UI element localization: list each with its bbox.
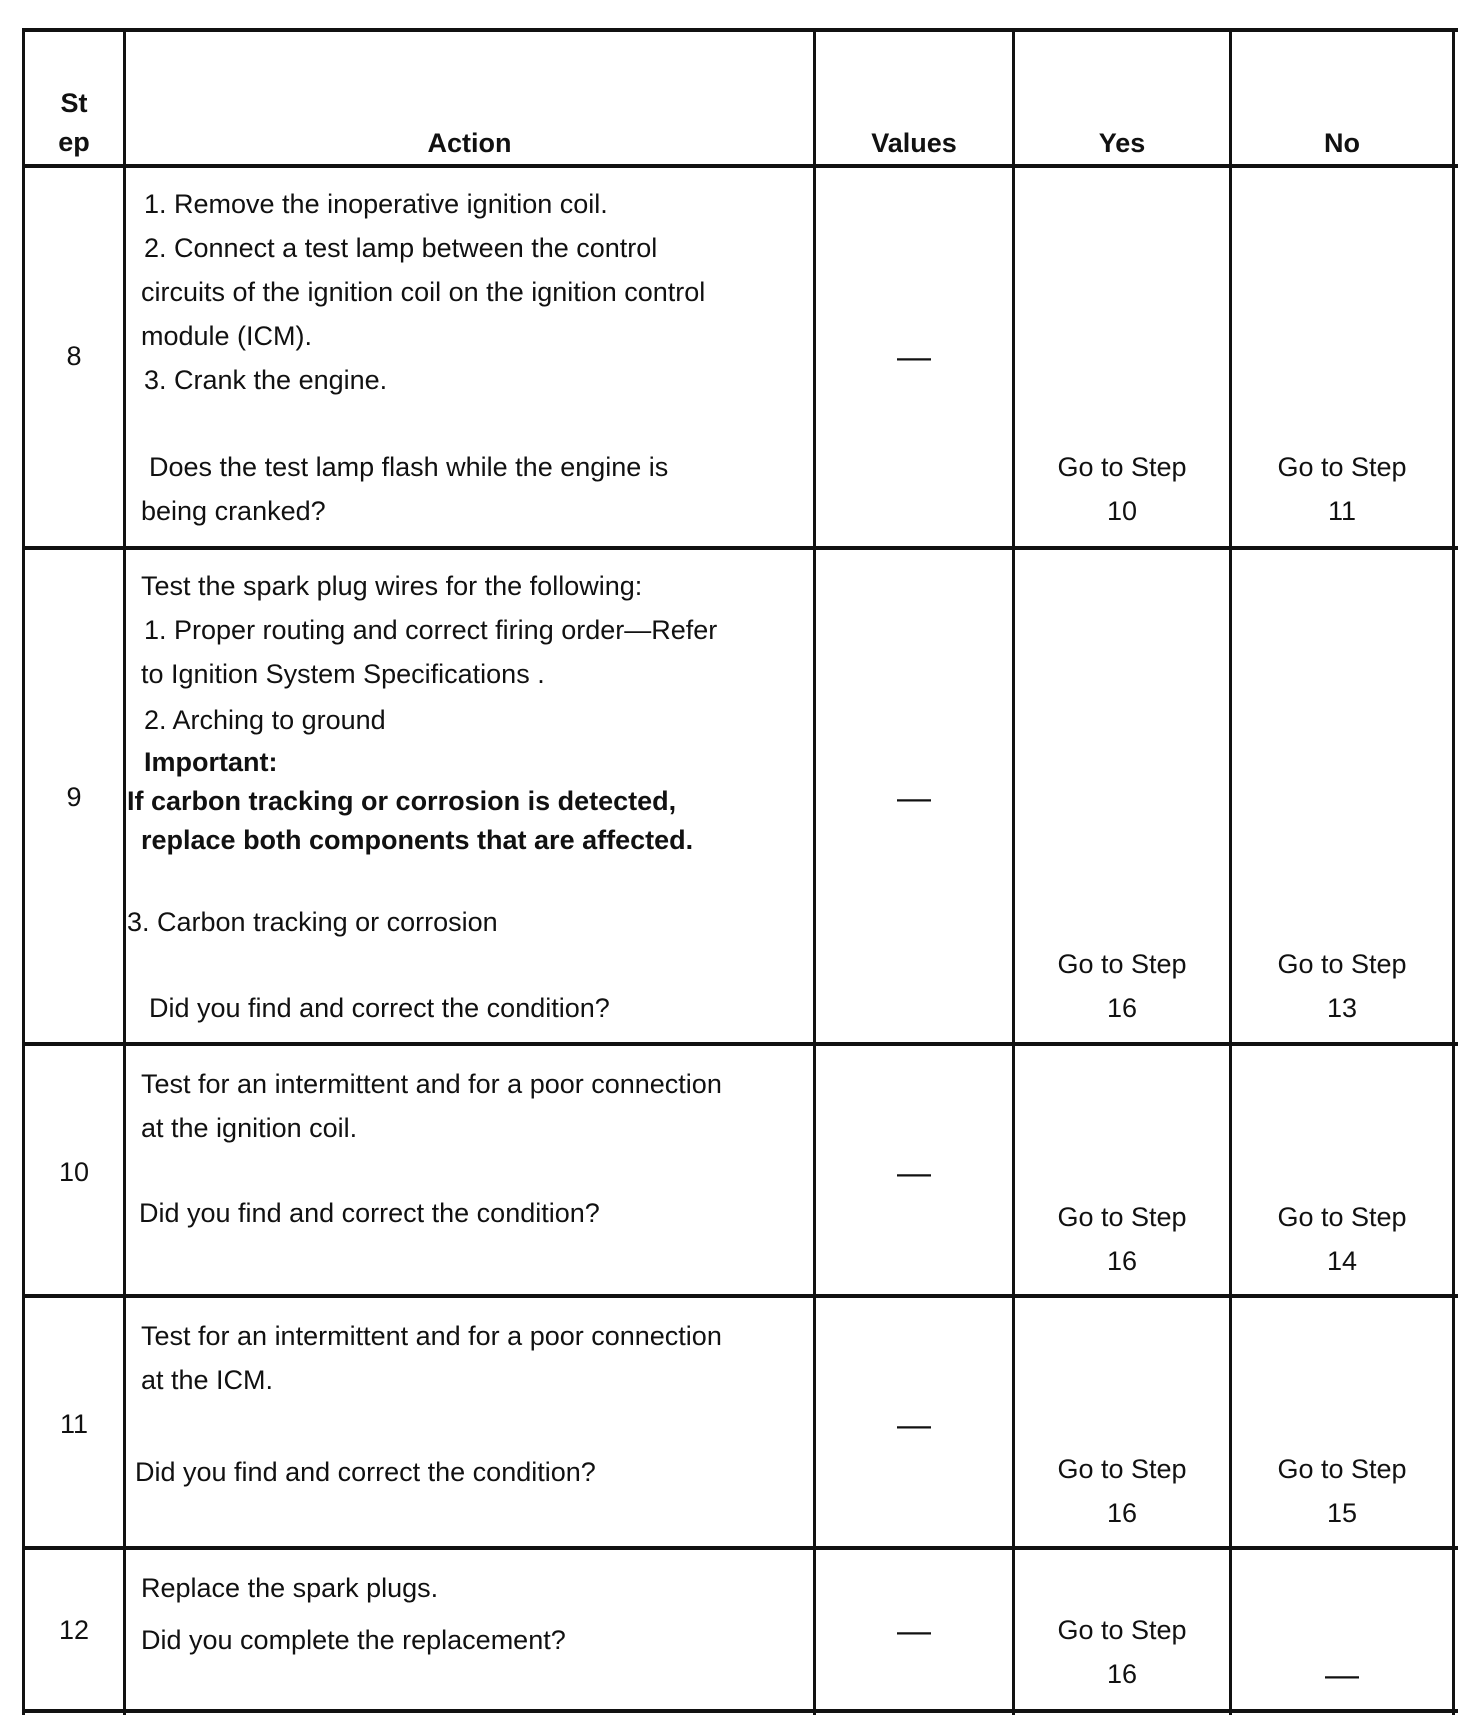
column-divider [123, 30, 126, 1715]
yes-goto [1015, 1447, 1229, 1535]
important-text: If carbon tracking or corrosion is detected, [127, 786, 677, 816]
action-question: Did you find and correct the condition? [149, 993, 610, 1023]
values-dash: — [897, 1406, 931, 1444]
step-number: 9 [66, 782, 82, 812]
action-line: Test the spark plug wires for the following: [141, 571, 643, 601]
yes-goto-step: 16 [1106, 1659, 1138, 1689]
action-question: Does the test lamp flash while the engine is [149, 452, 669, 482]
no-goto [1232, 1447, 1452, 1535]
action-line: at the ignition coil. [141, 1113, 358, 1143]
no-goto-label: Go to Step [1277, 1202, 1407, 1232]
action-line: at the ICM. [141, 1365, 274, 1395]
step-number: 10 [58, 1157, 90, 1187]
no-goto-step: 11 [1327, 496, 1357, 526]
action-line: Replace the spark plugs. [141, 1573, 439, 1603]
row-divider [22, 1546, 1458, 1550]
step-number: 11 [59, 1409, 89, 1439]
column-divider [1452, 30, 1455, 1715]
header-values: Values [871, 128, 957, 158]
action-question: Did you find and correct the condition? [139, 1198, 600, 1228]
header-action: Action [427, 128, 512, 158]
values-dash: — [897, 1154, 931, 1192]
column-divider [813, 30, 816, 1715]
yes-goto-label: Go to Step [1057, 1202, 1187, 1232]
header-step-line2: ep [58, 127, 90, 157]
no-goto-label: Go to Step [1277, 452, 1407, 482]
action-line: module (ICM). [141, 321, 313, 351]
yes-goto [1015, 445, 1229, 533]
yes-goto-label: Go to Step [1057, 452, 1187, 482]
values-dash: — [897, 338, 931, 376]
action-line: 1. Proper routing and correct firing order—Refer [144, 615, 718, 645]
action-line: 3. Crank the engine. [144, 365, 388, 395]
action-line: 2. Arching to ground [144, 705, 386, 735]
step-number: 12 [58, 1615, 90, 1645]
table-border-bottom [22, 1709, 1458, 1713]
no-goto-step: 13 [1326, 993, 1358, 1023]
values-dash: — [897, 779, 931, 817]
yes-goto-step: 16 [1106, 993, 1138, 1023]
no-goto-step: 14 [1326, 1246, 1358, 1276]
no-goto-label: Go to Step [1277, 949, 1407, 979]
action-line: circuits of the ignition coil on the ignition control [141, 277, 706, 307]
action-line: Test for an intermittent and for a poor connection [141, 1321, 722, 1351]
yes-goto-label: Go to Step [1057, 1454, 1187, 1484]
yes-goto [1015, 942, 1229, 1030]
header-no: No [1324, 128, 1360, 158]
no-dash: — [1325, 1656, 1359, 1694]
header-yes: Yes [1098, 128, 1146, 158]
yes-goto [1015, 1195, 1229, 1283]
column-divider [22, 30, 25, 1715]
yes-goto-label: Go to Step [1057, 1615, 1187, 1645]
action-line: to Ignition System Specifications . [141, 659, 545, 689]
action-line: 1. Remove the inoperative ignition coil. [144, 189, 608, 219]
action-line: 2. Connect a test lamp between the control [144, 233, 658, 263]
important-text: replace both components that are affected. [141, 825, 694, 855]
row-divider [22, 546, 1458, 550]
action-question: being cranked? [141, 496, 326, 526]
yes-goto-step: 16 [1106, 1498, 1138, 1528]
step-number: 8 [66, 341, 82, 371]
yes-goto [1015, 1608, 1229, 1696]
action-question: Did you complete the replacement? [141, 1625, 566, 1655]
values-dash: — [897, 1612, 931, 1650]
no-goto-step: 15 [1326, 1498, 1358, 1528]
important-label: Important: [144, 747, 278, 777]
yes-goto-step: 16 [1106, 1246, 1138, 1276]
row-divider [22, 1294, 1458, 1298]
header-step [25, 88, 123, 158]
action-line: Test for an intermittent and for a poor connection [141, 1069, 722, 1099]
header-divider [22, 164, 1458, 168]
row-divider [22, 1042, 1458, 1046]
action-question: Did you find and correct the condition? [135, 1457, 596, 1487]
yes-goto-step: 10 [1106, 496, 1138, 526]
action-line: 3. Carbon tracking or corrosion [127, 907, 498, 937]
table-border-top [22, 28, 1458, 32]
no-goto [1232, 942, 1452, 1030]
no-goto-label: Go to Step [1277, 1454, 1407, 1484]
header-step-line1: St [60, 88, 88, 118]
yes-goto-label: Go to Step [1057, 949, 1187, 979]
no-goto [1232, 1195, 1452, 1283]
no-goto [1232, 445, 1452, 533]
